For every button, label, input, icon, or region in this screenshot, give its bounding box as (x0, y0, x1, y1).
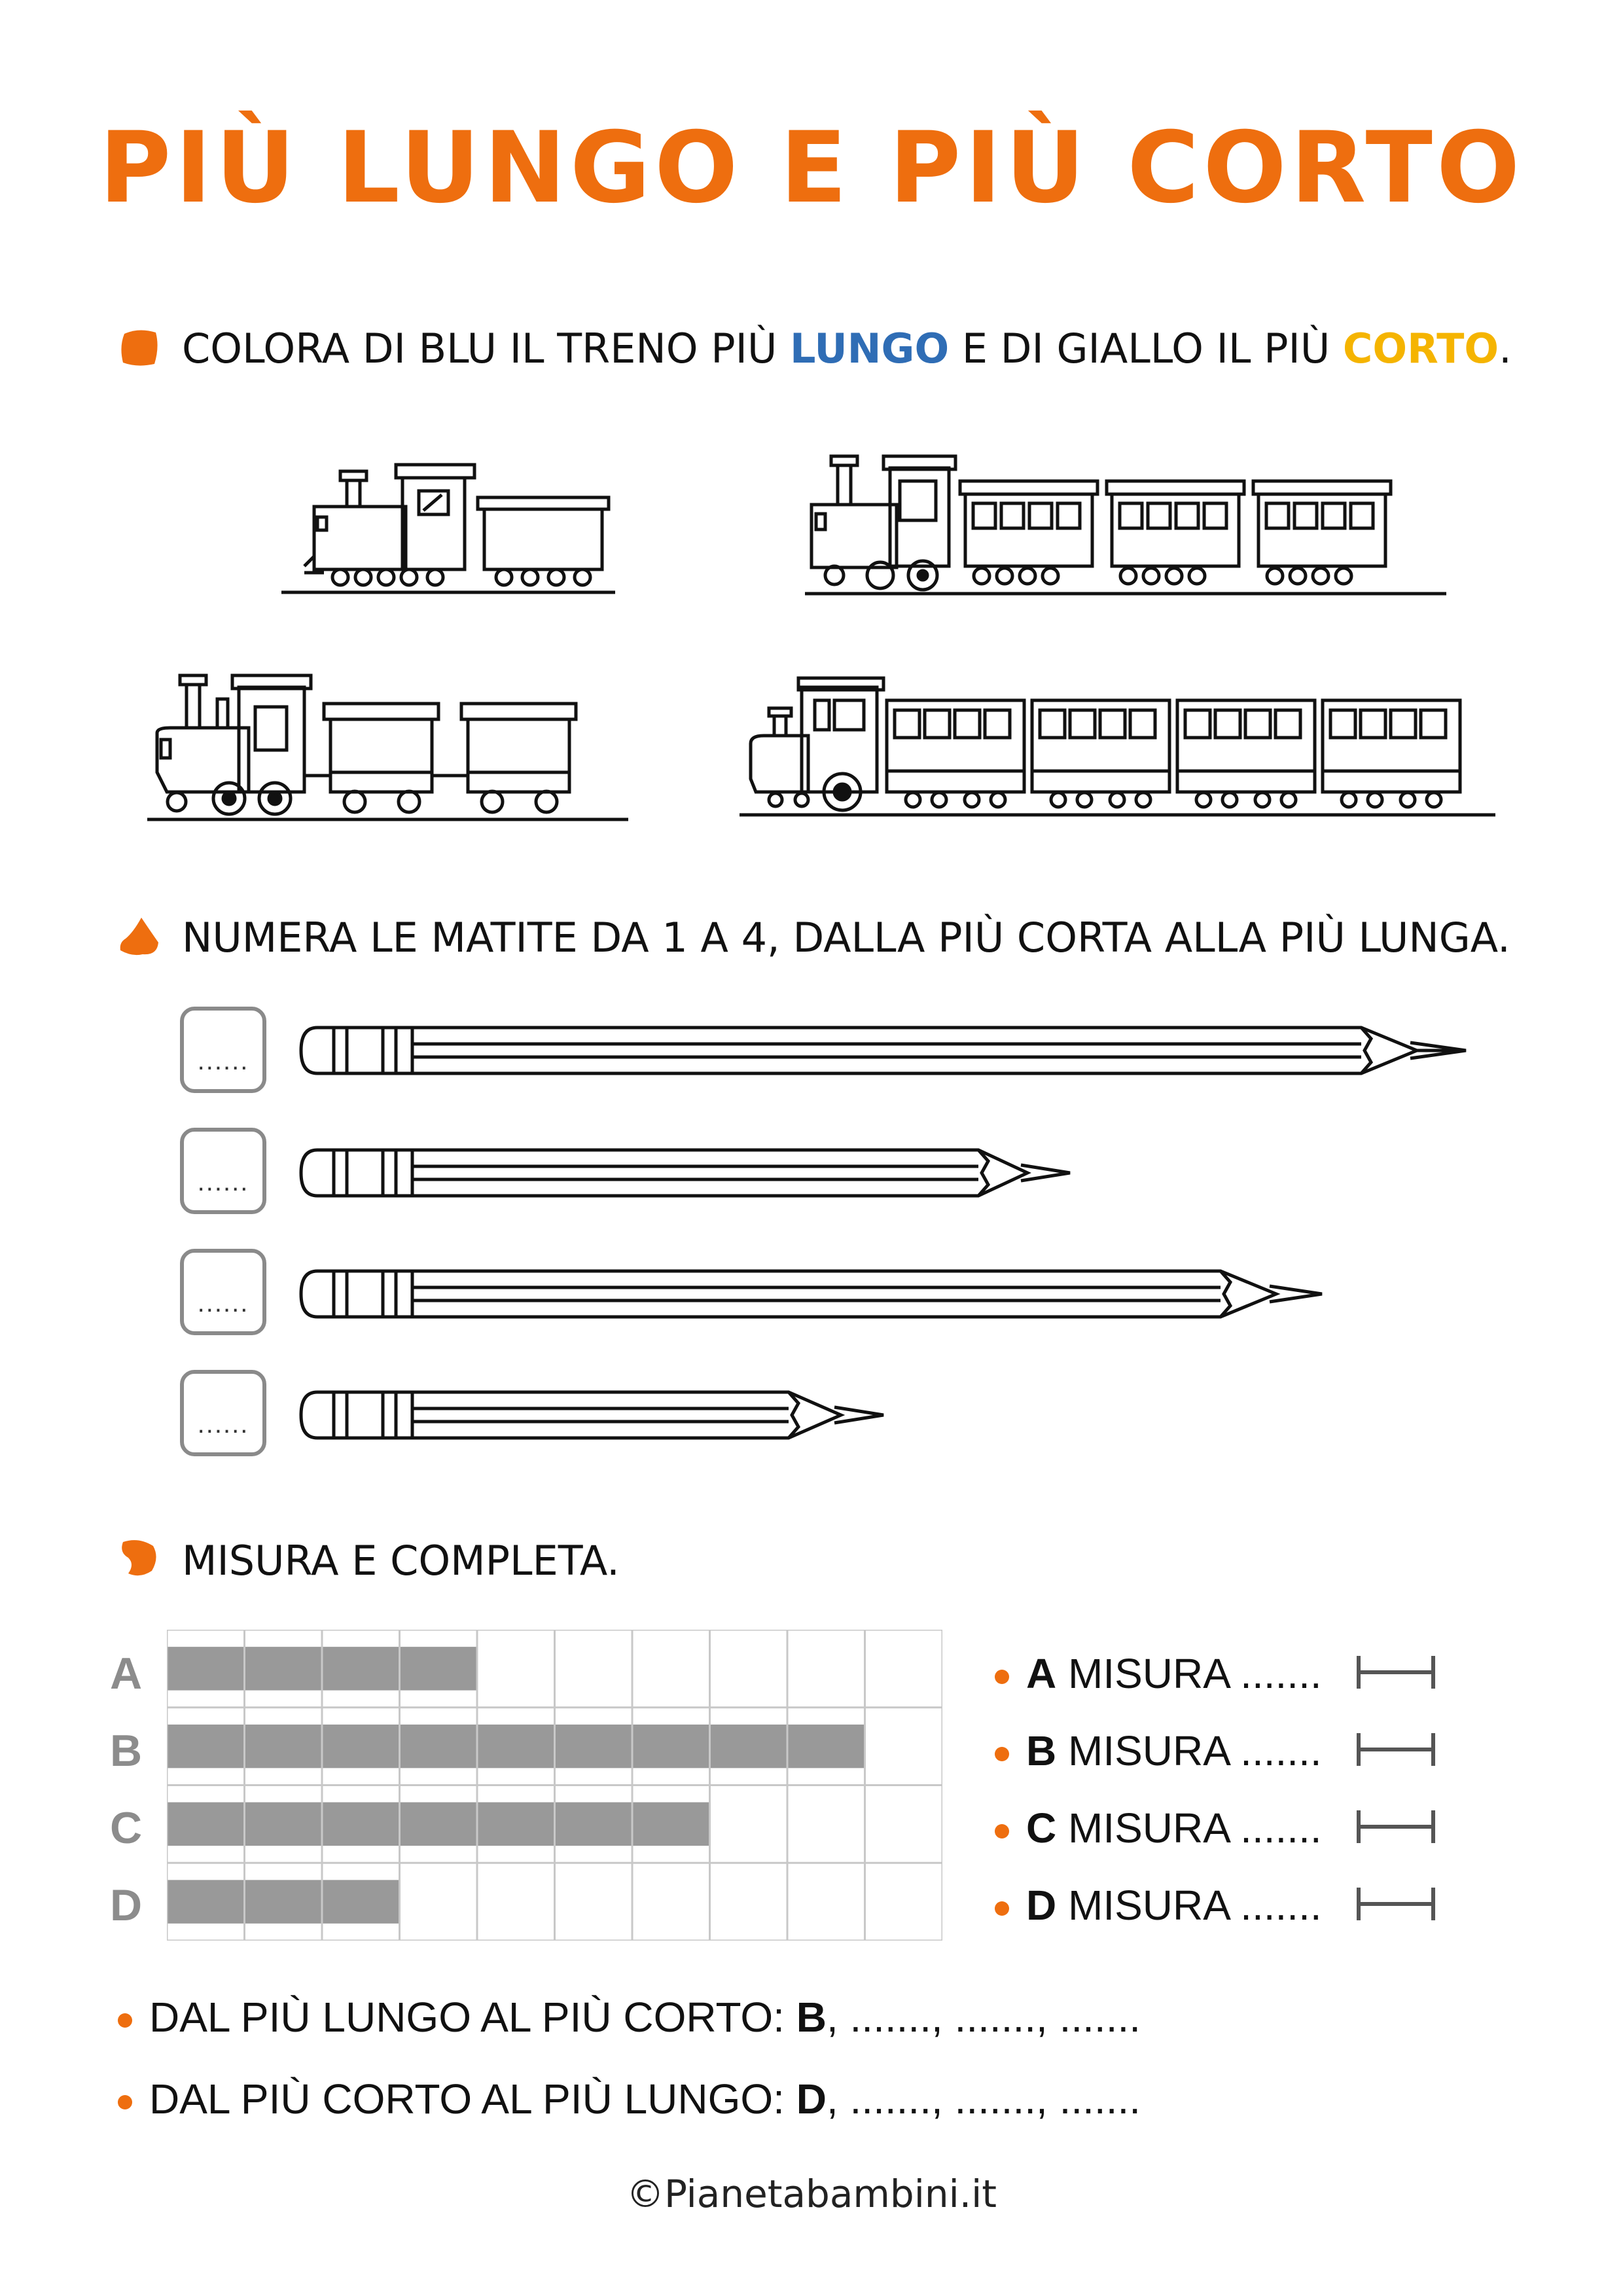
number-box-4[interactable]: ...... (180, 1370, 266, 1456)
pencil-2 (298, 1147, 1077, 1199)
bullet-icon (995, 1747, 1009, 1761)
bullet-icon (118, 2013, 132, 2028)
pencil-1 (298, 1024, 1469, 1077)
bar-c (167, 1803, 710, 1846)
train-4[interactable] (736, 674, 1499, 825)
orange-blob-icon (119, 1538, 160, 1579)
bar-d (167, 1880, 400, 1924)
bullet-icon (995, 1824, 1009, 1839)
bar-b (167, 1725, 865, 1768)
measure-row-c: C MISURA ....... (995, 1804, 1322, 1852)
row-label-a: A (110, 1649, 143, 1698)
bullet-icon (118, 2095, 132, 2109)
measure-grid (167, 1630, 942, 1941)
unit-symbol-icon (1353, 1653, 1438, 1692)
page-title: PIÙ LUNGO E PIÙ CORTO (99, 111, 1524, 225)
number-box-1[interactable]: ...... (180, 1007, 266, 1093)
instruction-1: COLORA DI BLU IL TRENO PIÙ LUNGO E DI GIALLO IL PIÙ CORTO. (182, 325, 1512, 372)
row-label-d: D (110, 1880, 143, 1930)
number-box-2[interactable]: ...... (180, 1128, 266, 1214)
bullet-icon (995, 1670, 1009, 1684)
unit-symbol-icon (1353, 1730, 1438, 1769)
instruction-2: NUMERA LE MATITE DA 1 A 4, DALLA PIÙ CORTA ALLA PIÙ LUNGA. (182, 914, 1510, 961)
train-1[interactable] (278, 458, 618, 602)
row-label-c: C (110, 1803, 143, 1853)
measure-row-a: A MISURA ....... (995, 1649, 1322, 1698)
bullet-icon (995, 1901, 1009, 1916)
unit-symbol-icon (1353, 1807, 1438, 1846)
pencil-3 (298, 1268, 1329, 1320)
measure-row-d: D MISURA ....... (995, 1881, 1322, 1929)
order-longest-to-shortest: DAL PIÙ LUNGO AL PIÙ CORTO: B, ......., ......., ....... (118, 1993, 1141, 2041)
instruction-3: MISURA E COMPLETA. (182, 1537, 620, 1585)
footer-credit: ©Pianetabambini.it (626, 2172, 997, 2216)
train-2[interactable] (802, 448, 1450, 602)
orange-blob-icon (119, 327, 160, 368)
pencil-4 (298, 1389, 890, 1441)
number-box-3[interactable]: ...... (180, 1249, 266, 1335)
unit-symbol-icon (1353, 1884, 1438, 1924)
train-3[interactable] (144, 668, 632, 825)
orange-blob-icon (119, 916, 160, 957)
row-label-b: B (110, 1726, 143, 1776)
measure-row-b: B MISURA ....... (995, 1727, 1322, 1775)
order-shortest-to-longest: DAL PIÙ CORTO AL PIÙ LUNGO: D, ......., ......., ....... (118, 2075, 1141, 2123)
